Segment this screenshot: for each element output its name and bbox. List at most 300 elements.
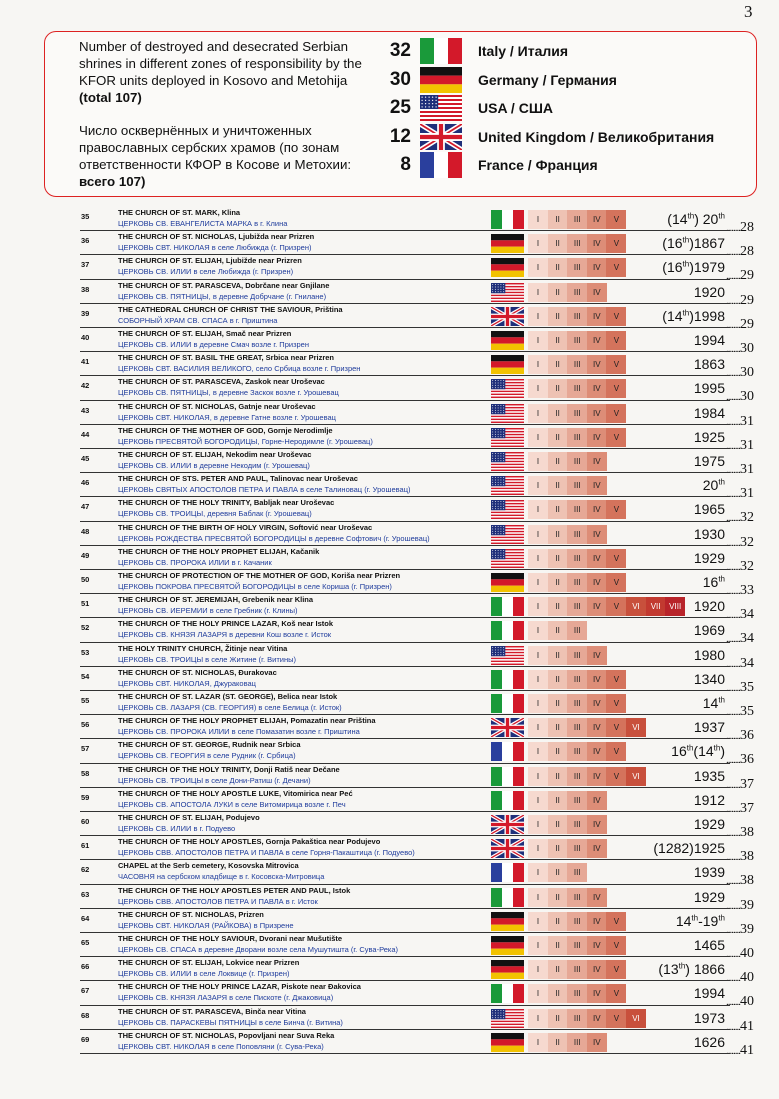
item-title-ru: ЦЕРКОВЬ СВ. ТРОИЦЫ в селе Житине (г. Витины)	[118, 654, 297, 664]
item-date: 1929	[693, 888, 725, 905]
phase-cell: I	[528, 428, 548, 447]
phase-cell: III	[567, 597, 587, 616]
item-title-ru: ЦЕРКОВЬ СВТ. ВАСИЛИЯ ВЕЛИКОГО, село Србица возле г. Призрен	[118, 364, 361, 374]
phase-cell: II	[548, 404, 568, 423]
phase-cell: II	[548, 597, 568, 616]
item-title-en: THE CHURCH OF THE HOLY PROPHET ELIJAH, Kačanik	[118, 546, 320, 556]
phase-cell: III	[567, 283, 587, 302]
phase-cell: VI	[626, 718, 646, 737]
phase-cell: III	[567, 742, 587, 761]
item-number: 62	[81, 865, 90, 875]
item-title-ru: ЦЕРКОВЬ СВ. КНЯЗЯ ЛАЗАРЯ в селе Пискоте (г. Джаковица)	[118, 993, 334, 1003]
phase-cell: II	[548, 525, 568, 544]
uk-flag-icon	[491, 815, 524, 834]
phase-cell: IV	[587, 452, 607, 471]
phase-cell: VII	[646, 597, 666, 616]
phase-cell: I	[528, 767, 548, 786]
item-title-ru: ЦЕРКОВЬ СВ. ГЕОРГИЯ в селе Рудник (г. Србица)	[118, 751, 296, 761]
item-page-ref[interactable]: ........30	[726, 365, 754, 381]
item-date: 1965	[693, 501, 725, 518]
list-item	[0, 764, 779, 792]
phase-cell: IV	[587, 500, 607, 519]
phase-cell: I	[528, 888, 548, 907]
legend-item-usa	[375, 93, 755, 123]
phase-cell: V	[606, 960, 626, 979]
legend-en-total: (total 107)	[79, 90, 142, 105]
item-title-ru: ЦЕРКОВЬ СВТ. НИКОЛАЯ в селе Поповляни (г. Сува-Река)	[118, 1041, 324, 1051]
item-page-ref[interactable]: ........32	[726, 534, 754, 550]
phase-cell: I	[528, 210, 548, 229]
uk-flag-icon	[420, 124, 462, 150]
phase-cell: III	[567, 888, 587, 907]
item-title-en: THE CHURCH OF ST. MARK, Klina	[118, 208, 241, 217]
phase-cell: III	[567, 718, 587, 737]
item-title-ru: ЦЕРКОВЬ СВВ. АПОСТОЛОВ ПЕТРА И ПАВЛА в селе Горня-Пакаштица (г. Подуево)	[118, 848, 415, 858]
phase-cell: II	[548, 815, 568, 834]
item-page-ref[interactable]: ........34	[726, 655, 754, 671]
item-page-ref[interactable]: ........32	[726, 558, 754, 574]
france-flag-icon	[420, 152, 462, 178]
phase-cell: I	[528, 646, 548, 665]
list-item	[0, 594, 779, 623]
phase-cell: IV	[587, 815, 607, 834]
usa-flag-icon	[491, 525, 524, 544]
phase-cell: III	[567, 694, 587, 713]
item-page-ref[interactable]: ........34	[726, 631, 754, 647]
list-item	[0, 618, 779, 647]
item-title-ru: ЦЕРКОВЬ СВ. АПОСТОЛА ЛУКИ в селе Витомирица возле г. Печ	[118, 799, 346, 809]
phase-cell: V	[606, 670, 626, 689]
phase-cell: VIII	[665, 597, 685, 616]
item-page-ref[interactable]: ........37	[726, 800, 754, 816]
item-date: 16th(14th)	[671, 743, 725, 760]
phase-cell: V	[606, 428, 626, 447]
phase-cell: II	[548, 307, 568, 326]
phase-cell: II	[548, 1033, 568, 1052]
usa-flag-icon	[491, 476, 524, 495]
item-page-ref[interactable]: ........38	[726, 873, 754, 889]
item-title-en: THE CHURCH OF THE HOLY TRINITY, Babljak near Uroševac	[118, 498, 335, 508]
list-item	[0, 425, 779, 453]
item-number: 37	[81, 260, 90, 270]
item-number: 53	[81, 647, 90, 657]
item-title-en: THE CHURCH OF THE HOLY SAVIOUR, Dvorani near Mušutište	[118, 934, 343, 943]
france-flag-icon	[491, 863, 524, 882]
phase-cell: IV	[587, 331, 607, 350]
phase-cell: I	[528, 863, 548, 882]
phase-cell: I	[528, 718, 548, 737]
phase-cell: III	[567, 379, 587, 398]
list-item	[0, 255, 779, 284]
item-date: 1935	[693, 767, 725, 784]
item-page-ref[interactable]: ........30	[726, 389, 754, 405]
phase-cell: V	[606, 355, 626, 374]
list-item	[0, 473, 779, 502]
phase-cell: I	[528, 525, 548, 544]
phase-cell: I	[528, 936, 548, 955]
item-number: 44	[81, 429, 90, 439]
phase-cell: IV	[587, 1033, 607, 1052]
phase-cell: I	[528, 791, 548, 810]
phase-cell: I	[528, 597, 548, 616]
germany-flag-icon	[491, 960, 524, 979]
item-number: 38	[81, 284, 90, 294]
phase-cell: III	[567, 307, 587, 326]
phase-cell: V	[606, 573, 626, 592]
item-number: 69	[81, 1034, 90, 1044]
item-title-ru: ЦЕРКОВЬ СВВ. АПОСТОЛОВ ПЕТРА И ПАВЛА в г. Исток	[118, 896, 318, 906]
phase-cell: III	[567, 331, 587, 350]
phase-cell: IV	[587, 476, 607, 495]
item-page-ref[interactable]: ........32	[726, 510, 754, 526]
italy-flag-icon	[491, 621, 524, 640]
phase-cell: I	[528, 379, 548, 398]
phase-cell: VI	[626, 1009, 646, 1028]
phase-cell: V	[606, 379, 626, 398]
item-title-en: THE CATHEDRAL CHURCH OF CHRIST THE SAVIOUR, Priština	[118, 304, 343, 314]
italy-flag-icon	[491, 791, 524, 810]
item-title-ru: ЦЕРКОВЬ СВ. ИЛИИ в селе Локвице (г. Призрен)	[118, 969, 290, 979]
item-page-ref[interactable]: ........33	[726, 583, 754, 598]
usa-flag-icon	[491, 1009, 524, 1028]
item-date: 14th-19th	[675, 912, 725, 929]
germany-flag-icon	[491, 258, 524, 277]
item-number: 60	[81, 817, 90, 826]
legend-en-body: Number of destroyed and desecrated Serbian shrines in different zones of responsibility by the KFOR units deployed in Kosovo and Metohija	[79, 39, 362, 88]
legend-count: 30	[389, 68, 411, 90]
phase-cell: I	[528, 1009, 548, 1028]
item-page-ref[interactable]: ........39	[726, 921, 754, 937]
item-number: 66	[81, 962, 90, 972]
item-number: 57	[81, 744, 90, 754]
usa-flag-icon	[491, 404, 524, 423]
phase-cell: III	[567, 404, 587, 423]
item-title-en: THE CHURCH OF THE HOLY APOSTLES, Gornja Pakaštica near Podujevo	[118, 837, 381, 847]
list-item	[0, 546, 779, 574]
usa-flag-icon	[491, 428, 524, 447]
phase-cell: II	[548, 912, 568, 931]
phase-cell: II	[548, 355, 568, 374]
item-date: 1465	[693, 937, 725, 953]
item-page-ref[interactable]: ........28	[726, 220, 754, 235]
item-number: 47	[81, 502, 90, 512]
item-number: 59	[81, 792, 90, 802]
item-title-ru: ЦЕРКОВЬ СВ. ИЛИИ в селе Любижда (г. Призрен)	[118, 267, 294, 277]
item-date: 20th	[702, 477, 725, 494]
item-date: 1920	[693, 283, 725, 300]
item-title-en: THE CHURCH OF ST. ELIJAH, Ljubižde near Prizren	[118, 256, 302, 266]
item-page-ref[interactable]: ........29	[726, 292, 754, 308]
legend-country: United Kingdom / Великобритания	[478, 128, 715, 145]
phase-cell: I	[528, 283, 548, 302]
legend-item-france	[375, 150, 755, 180]
phase-cell: IV	[587, 597, 607, 616]
item-date: 1937	[693, 719, 725, 736]
item-page-ref[interactable]: ........36	[726, 752, 754, 768]
germany-flag-icon	[491, 573, 524, 592]
germany-flag-icon	[491, 355, 524, 374]
item-page-ref[interactable]: ........34	[726, 607, 754, 623]
item-date: 1929	[693, 816, 725, 832]
item-page-ref[interactable]: ........31	[726, 413, 754, 429]
item-number: 51	[81, 599, 90, 609]
phase-cell: II	[548, 888, 568, 907]
item-title-en: THE CHURCH OF ST. NICHOLAS, Prizren	[118, 909, 264, 919]
legend-russian-text	[79, 122, 364, 190]
phase-cell: V	[606, 210, 626, 229]
phase-cell: III	[567, 960, 587, 979]
legend-item-germany	[375, 65, 755, 95]
item-date: 1969	[693, 622, 725, 639]
item-number: 58	[81, 768, 90, 778]
phase-cell: V	[606, 307, 626, 326]
italy-flag-icon	[491, 767, 524, 786]
phase-cell: III	[567, 355, 587, 374]
phase-cell: IV	[587, 283, 607, 302]
item-title-ru: ЦЕРКОВЬ ПРЕСВЯТОЙ БОГОРОДИЦЫ, Горне-Неродимле (г. Урошевац)	[118, 436, 373, 446]
item-date: (16th)1867	[662, 235, 725, 252]
phase-cell: III	[567, 428, 587, 447]
phase-cell: V	[606, 597, 626, 616]
item-date: (14th)1998	[662, 307, 725, 324]
item-number: 56	[81, 720, 90, 730]
phase-cell: III	[567, 670, 587, 689]
phase-cell: II	[548, 379, 568, 398]
item-page-ref[interactable]: ........39	[726, 897, 754, 913]
item-number: 61	[81, 841, 90, 851]
phase-cell: III	[567, 936, 587, 955]
phase-cell: III	[567, 452, 587, 471]
item-title-en: THE CHURCH OF THE MOTHER OF GOD, Gornje Nerodimlje	[118, 425, 333, 435]
phase-cell: I	[528, 234, 548, 253]
phase-cell: IV	[587, 718, 607, 737]
item-title-ru: ЦЕРКОВЬ СВТ. НИКОЛАЯ (РАЙКОВА) в Призрене	[118, 920, 294, 930]
item-title-ru: ЦЕРКОВЬ СВ. ЕВАНГЕЛИСТА МАРКА в г. Клина	[118, 219, 288, 228]
phase-cell: III	[567, 476, 587, 495]
item-page-ref[interactable]: ........38	[726, 849, 754, 865]
phase-cell: I	[528, 476, 548, 495]
phase-cell: III	[567, 1033, 587, 1052]
legend-english-text	[79, 38, 364, 106]
usa-flag-icon	[491, 379, 524, 398]
legend-ru-total: всего 107)	[79, 174, 146, 189]
item-page-ref[interactable]: ........30	[726, 341, 754, 356]
item-title-ru: ЦЕРКОВЬ СВТ. НИКОЛАЯ, Джураковац	[118, 678, 256, 688]
item-date: 1340	[693, 670, 725, 687]
item-date: (14th) 20th	[667, 211, 725, 227]
item-title-ru: ЦЕРКОВЬ ПОКРОВА ПРЕСВЯТОЙ БОГОРОДИЦЫ в селе Кориша (г. Призрен)	[118, 582, 392, 591]
item-page-ref[interactable]: ........41	[726, 1018, 754, 1034]
item-page-ref[interactable]: ........31	[726, 486, 754, 502]
list-item	[0, 352, 779, 381]
item-page-ref[interactable]: ........29	[726, 268, 754, 284]
item-page-ref[interactable]: ........41	[726, 1042, 754, 1058]
list-item	[0, 1030, 779, 1058]
phase-cell: I	[528, 404, 548, 423]
phase-cell: III	[567, 646, 587, 665]
phase-cell: II	[548, 428, 568, 447]
list-item	[0, 715, 779, 744]
phase-cell: VI	[626, 767, 646, 786]
list-item	[0, 328, 779, 356]
list-item	[0, 280, 779, 308]
phase-cell: IV	[587, 549, 607, 568]
legend-box	[44, 31, 757, 197]
item-number: 64	[81, 913, 90, 923]
item-title-ru: ЦЕРКОВЬ СВ. ПРОРОКА ИЛИИ в г. Качаник	[118, 557, 272, 567]
phase-cell: IV	[587, 404, 607, 423]
item-title-ru: ЦЕРКОВЬ СВ. ИЛИИ в деревне Некодим (г. Урошевац)	[118, 461, 310, 470]
phase-cell: IV	[587, 960, 607, 979]
phase-cell: II	[548, 984, 568, 1003]
item-date: 1975	[693, 453, 725, 469]
phase-cell: IV	[587, 646, 607, 665]
phase-cell: IV	[587, 839, 607, 858]
phase-cell: II	[548, 452, 568, 471]
phase-cell: IV	[587, 670, 607, 689]
item-page-ref[interactable]: ........36	[726, 728, 754, 744]
phase-cell: II	[548, 210, 568, 229]
phase-cell: IV	[587, 1009, 607, 1028]
usa-flag-icon	[491, 646, 524, 665]
item-title-en: THE CHURCH OF THE HOLY APOSTLES PETER AND PAUL, Istok	[118, 885, 351, 895]
item-title-en: THE CHURCH OF ST. ELIJAH, Nekodim near Uroševac	[118, 450, 312, 459]
item-date: 1995	[693, 380, 725, 397]
item-number: 45	[81, 454, 90, 463]
item-page-ref[interactable]: ........35	[726, 704, 754, 719]
item-date: 1929	[693, 549, 725, 566]
phase-cell: I	[528, 355, 548, 374]
item-number: 65	[81, 938, 90, 947]
phase-cell: II	[548, 1009, 568, 1028]
phase-cell: IV	[587, 573, 607, 592]
item-title-en: THE CHURCH OF THE HOLY PRINCE LAZAR, Piskote near Đakovica	[118, 982, 361, 992]
phase-cell: I	[528, 670, 548, 689]
usa-flag-icon	[491, 452, 524, 471]
phase-cell: II	[548, 621, 568, 640]
phase-cell: V	[606, 718, 626, 737]
phase-cell: IV	[587, 984, 607, 1003]
item-page-ref[interactable]: ........31	[726, 437, 754, 453]
phase-cell: IV	[587, 355, 607, 374]
item-date: 1863	[693, 356, 725, 373]
phase-cell: I	[528, 307, 548, 326]
list-item	[0, 909, 779, 937]
phase-cell: II	[548, 718, 568, 737]
phase-cell: III	[567, 210, 587, 229]
item-title-en: THE CHURCH OF THE HOLY PROPHET ELIJAH, Pomazatin near Priština	[118, 716, 376, 726]
item-title-ru: ЦЕРКОВЬ СВ. КНЯЗЯ ЛАЗАРЯ в деревни Кош возле г. Исток	[118, 630, 332, 640]
italy-flag-icon	[491, 597, 524, 616]
germany-flag-icon	[491, 936, 524, 955]
item-page-ref[interactable]: ........38	[726, 825, 754, 840]
item-title-en: THE CHURCH OF ST. NICHOLAS, Popovljani near Suva Reka	[118, 1030, 335, 1040]
uk-flag-icon	[491, 307, 524, 326]
legend-count: 25	[389, 97, 411, 118]
phase-cell: V	[606, 1009, 626, 1028]
list-item	[0, 1006, 779, 1034]
phase-cell: II	[548, 936, 568, 955]
germany-flag-icon	[420, 67, 462, 93]
usa-flag-icon	[491, 549, 524, 568]
item-date: 1930	[693, 525, 725, 542]
item-date: 14th	[702, 695, 725, 711]
item-page-ref[interactable]: ........31	[726, 462, 754, 477]
list-item	[0, 401, 779, 429]
item-number: 41	[81, 357, 90, 367]
item-title-en: THE HOLY TRINITY CHURCH, Žitinje near Vitina	[118, 643, 288, 653]
item-number: 67	[81, 986, 90, 996]
page-number: 3	[744, 2, 753, 21]
phase-cell: II	[548, 670, 568, 689]
item-title-ru: ЦЕРКОВЬ СВ. ИЕРЕМИИ в селе Гребник (г. Клины)	[118, 606, 298, 616]
item-number: 35	[81, 212, 90, 221]
phase-cell: IV	[587, 234, 607, 253]
item-page-ref[interactable]: ........28	[726, 244, 754, 260]
item-page-ref[interactable]: ........29	[726, 316, 754, 332]
phase-cell: V	[606, 500, 626, 519]
item-page-ref[interactable]: ........40	[726, 994, 754, 1010]
item-number: 63	[81, 889, 90, 899]
item-title-en: THE CHURCH OF ST. JEREMIJAH, Grebenik near Klina	[118, 595, 314, 605]
phase-cell: I	[528, 839, 548, 858]
item-page-ref[interactable]: ........40	[726, 970, 754, 986]
list-item	[0, 836, 779, 865]
legend-count: 32	[389, 40, 411, 61]
item-title-en: THE CHURCH OF ST. NICHOLAS, Ljubižda near Prizren	[118, 232, 315, 242]
item-date: 1925	[693, 428, 725, 445]
phase-cell: III	[567, 500, 587, 519]
phase-cell: V	[606, 742, 626, 761]
italy-flag-icon	[491, 210, 524, 229]
list-item	[0, 812, 779, 840]
item-title-en: THE CHURCH OF THE HOLY TRINITY, Donji Ratiš near Dečane	[118, 764, 340, 774]
item-date: 1994	[693, 985, 725, 1002]
list-item	[0, 788, 779, 816]
phase-cell: I	[528, 742, 548, 761]
item-page-ref[interactable]: ........37	[726, 776, 754, 792]
phase-cell: I	[528, 984, 548, 1003]
item-title-ru: ЧАСОВНЯ на сербском кладбище в г. Косовска-Митровица	[118, 872, 325, 882]
phase-cell: III	[567, 839, 587, 858]
list-item	[0, 933, 779, 961]
item-title-en: THE CHURCH OF ST. ELIJAH, Smač near Prizren	[118, 329, 292, 338]
phase-cell: IV	[587, 936, 607, 955]
italy-flag-icon	[491, 694, 524, 713]
list-item	[0, 885, 779, 913]
usa-flag-icon	[491, 500, 524, 519]
row-divider	[80, 1053, 730, 1054]
phase-cell: II	[548, 742, 568, 761]
usa-flag-icon	[420, 95, 462, 121]
phase-cell: I	[528, 331, 548, 350]
phase-cell: III	[567, 573, 587, 592]
item-title-en: CHAPEL at the Serb cemetery, Kosovska Mitrovica	[118, 861, 299, 871]
item-title-ru: ЦЕРКОВЬ СВТ. НИКОЛАЯ в селе Любижда (г. Призрен)	[118, 243, 312, 253]
phase-cell: III	[567, 549, 587, 568]
item-title-en: THE CHURCH OF ST. LAZAR (ST. GEORGE), Belica near Istok	[118, 692, 338, 701]
italy-flag-icon	[420, 38, 462, 64]
item-title-ru: ЦЕРКОВЬ СВ. ПРОРОКА ИЛИИ в селе Помазатин возле г. Приштина	[118, 727, 360, 737]
phase-cell: I	[528, 1033, 548, 1052]
item-page-ref[interactable]: ........40	[726, 946, 754, 961]
item-page-ref[interactable]: ........35	[726, 679, 754, 695]
item-date: 1973	[693, 1009, 725, 1026]
phase-cell: III	[567, 863, 587, 882]
germany-flag-icon	[491, 1033, 524, 1052]
phase-cell: II	[548, 839, 568, 858]
italy-flag-icon	[491, 984, 524, 1003]
